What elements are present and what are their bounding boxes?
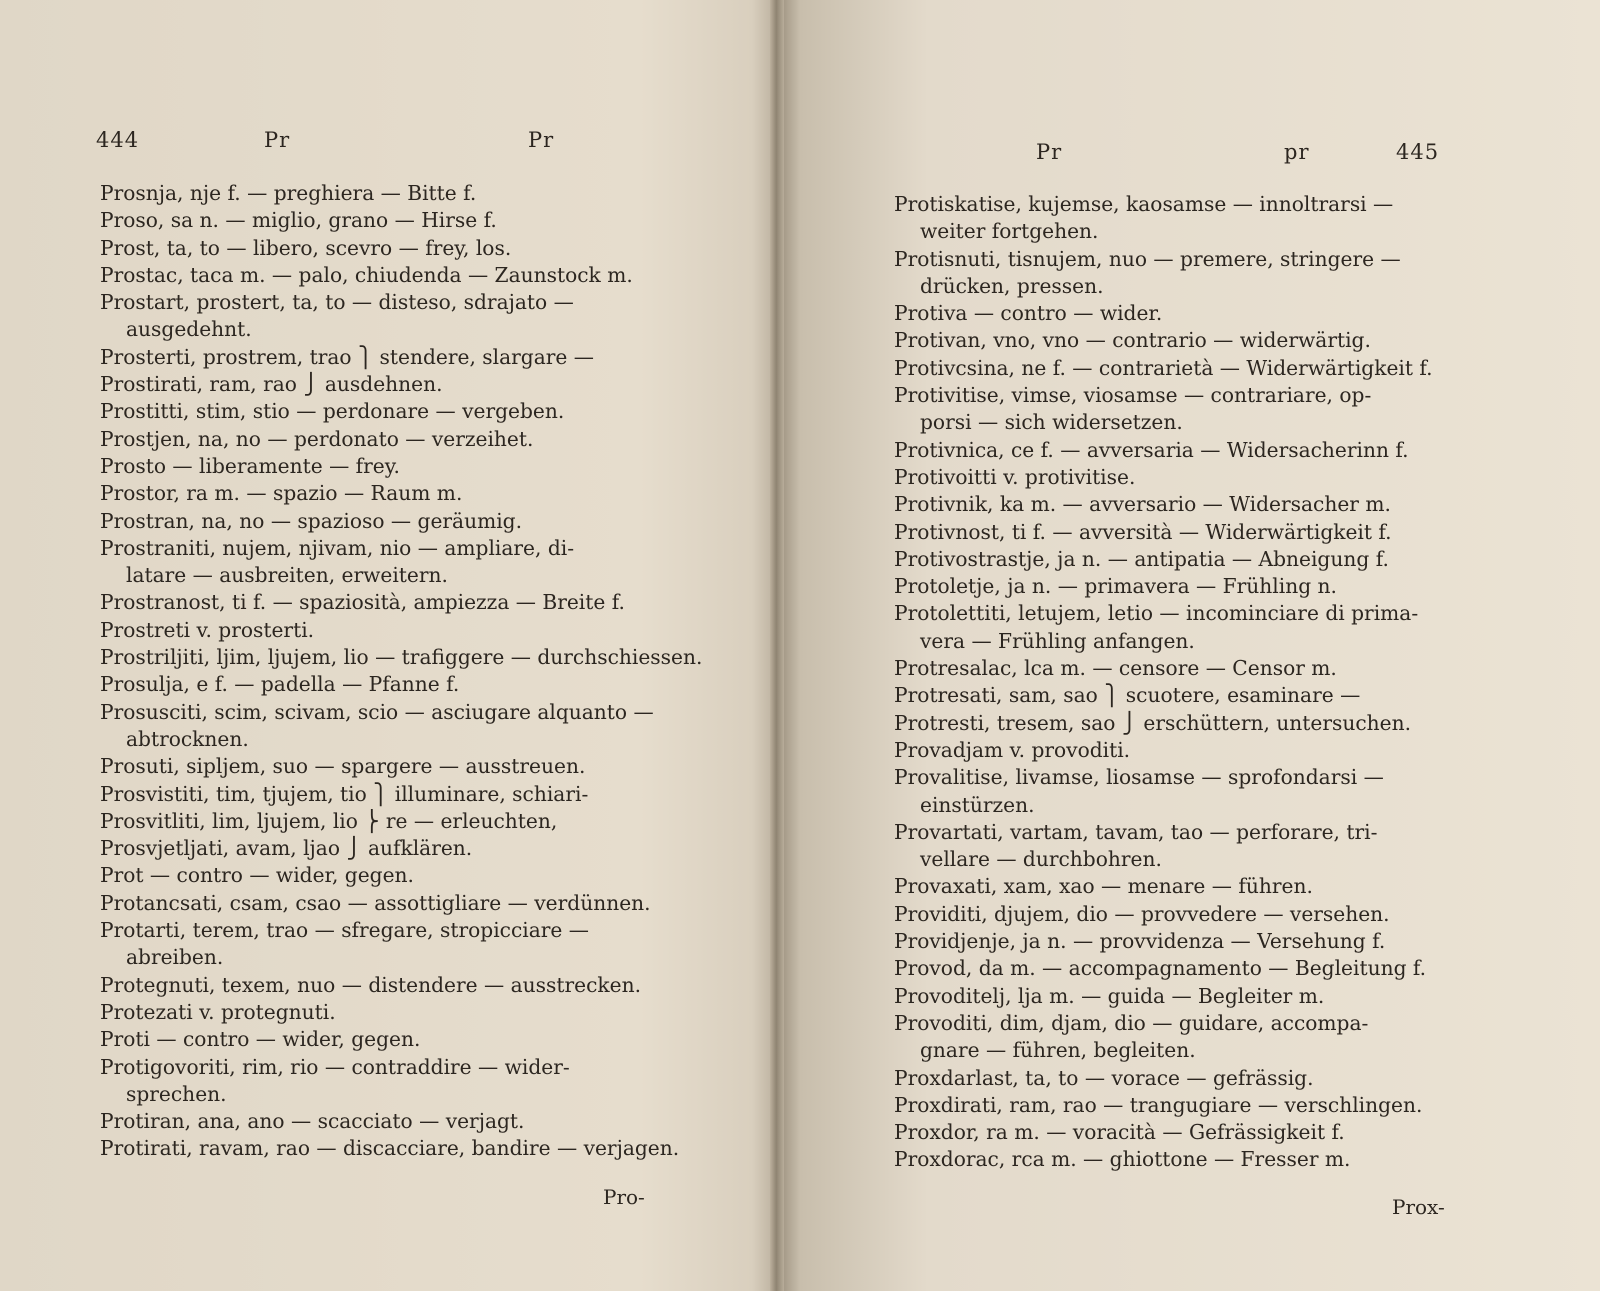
entry-line: Proso, sa n. — miglio, grano — Hirse f. — [100, 208, 497, 233]
entry-line: Prot — contro — wider, gegen. — [100, 863, 414, 888]
entry-line: vera — Frühling anfangen. — [920, 628, 1195, 653]
entry-line: abreiben. — [126, 945, 224, 970]
entry-line: Prostitti, stim, stio — perdonare — vergeben. — [100, 399, 565, 424]
catchword: Prox- — [1392, 1195, 1445, 1219]
entry-line: Provoditelj, lja m. — guida — Begleiter m. — [894, 983, 1325, 1008]
entry-line: Protirati, ravam, rao — discacciare, bandire — verjagen. — [100, 1136, 680, 1161]
entry-line: Protoletje, ja n. — primavera — Frühling n. — [894, 574, 1337, 599]
entry-line: Protisnuti, tisnujem, nuo — premere, stringere — — [894, 246, 1401, 271]
entry-line: Protezati v. protegnuti. — [100, 999, 336, 1024]
entry-line: Protresti, tresem, sao ⎭ erschüttern, untersuchen. — [894, 710, 1412, 735]
entry-line: Proxdarlast, ta, to — vorace — gefrässig. — [894, 1065, 1314, 1090]
entry-line: Protarti, terem, trao — sfregare, stropicciare — — [100, 918, 589, 943]
dictionary-entries — [894, 191, 1556, 1174]
entry-line: Prostriljiti, ljim, ljujem, lio — trafiggere — durchschiessen. — [100, 645, 703, 670]
entry-line: Providjenje, ja n. — provvidenza — Versehung f. — [894, 929, 1386, 954]
page-number: 445 — [1396, 140, 1440, 164]
entry-line: Protivostrastje, ja n. — antipatia — Abneigung f. — [894, 546, 1389, 571]
entry-line: Prosterti, prostrem, trao ⎫ stendere, slargare — — [100, 344, 594, 369]
entry-line: Protivoitti v. protivitise. — [894, 464, 1136, 489]
entry-line: Protigovoriti, rim, rio — contraddire — wider- — [100, 1054, 570, 1079]
entry-line: Proti — contro — wider, gegen. — [100, 1027, 421, 1052]
running-head-left: Pr — [264, 128, 291, 152]
entry-line: Protivnik, ka m. — avversario — Widersacher m. — [894, 492, 1391, 517]
entry-line: Provartati, vartam, tavam, tao — perforare, tri- — [894, 819, 1378, 844]
entry-line: Provadjam v. provoditi. — [894, 737, 1131, 762]
entry-line: Prostac, taca m. — palo, chiudenda — Zaunstock m. — [100, 262, 633, 287]
entry-line: latare — ausbreiten, erweitern. — [126, 563, 448, 588]
entry-line: ausgedehnt. — [126, 317, 252, 342]
entry-line: Protresati, sam, sao ⎫ scuotere, esaminare — — [894, 683, 1361, 708]
entry-line: Protancsati, csam, csao — assottigliare — verdünnen. — [100, 890, 651, 915]
entry-line: Provaxati, xam, xao — menare — führen. — [894, 874, 1313, 899]
entry-line: vellare — durchbohren. — [920, 847, 1162, 872]
entry-line: weiter fortgehen. — [920, 219, 1099, 244]
entry-line: Prostraniti, nujem, njivam, nio — ampliare, di- — [100, 535, 575, 560]
entry-line: Protivan, vno, vno — contrario — widerwärtig. — [894, 328, 1371, 353]
entry-line: einstürzen. — [920, 792, 1035, 817]
entry-line: Protiran, ana, ano — scacciato — verjagt. — [100, 1109, 525, 1134]
dictionary-entries — [100, 180, 703, 1163]
running-head-right: pr — [1284, 140, 1310, 164]
entry-line: Prosvitliti, lim, ljujem, lio ⎬ re — erleuchten, — [100, 808, 558, 833]
entry-line: Provod, da m. — accompagnamento — Begleitung f. — [894, 956, 1427, 981]
entry-line: Proxdor, ra m. — voracità — Gefrässigkeit f. — [894, 1120, 1345, 1145]
entry-line: Prosto — liberamente — frey. — [100, 453, 400, 478]
entry-line: Protivnost, ti f. — avversità — Widerwärtigkeit f. — [894, 519, 1392, 544]
entry-line: Protiskatise, kujemse, kaosamse — innoltrarsi — — [894, 192, 1394, 216]
entry-line: Proxdorac, rca m. — ghiottone — Fresser m. — [894, 1147, 1351, 1172]
entry-line: Prostranost, ti f. — spaziosità, ampiezza — Breite f. — [100, 590, 625, 615]
entry-line: Prosvistiti, tim, tjujem, tio ⎫ illuminare, schiari- — [100, 781, 589, 806]
entry-line: gnare — führen, begleiten. — [920, 1038, 1196, 1063]
entry-line: Protivcsina, ne f. — contrarietà — Widerwärtigkeit f. — [894, 355, 1433, 380]
entry-line: Provoditi, dim, djam, dio — guidare, accompa- — [894, 1010, 1369, 1035]
book-gutter — [770, 0, 784, 1291]
running-head-right: Pr — [528, 128, 555, 152]
page-number: 444 — [96, 128, 140, 152]
entry-line: Prostreti v. prosterti. — [100, 617, 315, 642]
entry-line: Prosulja, e f. — padella — Pfanne f. — [100, 672, 460, 697]
entry-line: Prostor, ra m. — spazio — Raum m. — [100, 481, 463, 506]
entry-line: Prostart, prostert, ta, to — disteso, sdrajato — — [100, 290, 574, 315]
entry-line: Proxdirati, ram, rao — trangugiare — verschlingen. — [894, 1092, 1423, 1117]
right-page — [784, 0, 1600, 1291]
entry-line: Protiva — contro — wider. — [894, 301, 1163, 326]
entry-line: Prostirati, ram, rao ⎭ ausdehnen. — [100, 372, 443, 397]
entry-line: Protegnuti, texem, nuo — distendere — ausstrecken. — [100, 972, 641, 997]
entry-line: Protresalac, lca m. — censore — Censor m. — [894, 656, 1337, 681]
entry-line: Prosnja, nje f. — preghiera — Bitte f. — [100, 181, 477, 205]
entry-line: Provalitise, livamse, liosamse — sprofondarsi — — [894, 765, 1384, 790]
entry-line: drücken, pressen. — [920, 273, 1104, 298]
entry-line: Prosuti, sipljem, suo — spargere — ausstreuen. — [100, 754, 586, 779]
entry-line: sprechen. — [126, 1081, 227, 1106]
entry-line: Providiti, djujem, dio — provvedere — versehen. — [894, 901, 1390, 926]
catchword: Pro- — [603, 1185, 645, 1209]
running-head-left: Pr — [1036, 140, 1063, 164]
entry-line: Prostran, na, no — spazioso — geräumig. — [100, 508, 523, 533]
left-page — [0, 0, 770, 1291]
entry-line: Prost, ta, to — libero, scevro — frey, los. — [100, 235, 512, 260]
entry-line: Protivitise, vimse, viosamse — contrariare, op- — [894, 383, 1372, 408]
entry-line: porsi — sich widersetzen. — [920, 410, 1183, 435]
entry-line: Prosusciti, scim, scivam, scio — asciugare alquanto — — [100, 699, 654, 724]
entry-line: Protivnica, ce f. — avversaria — Widersacherinn f. — [894, 437, 1409, 462]
entry-line: Protolettiti, letujem, letio — incominciare di prima- — [894, 601, 1419, 626]
entry-line: Prostjen, na, no — perdonato — verzeihet. — [100, 426, 534, 451]
entry-line: abtrocknen. — [126, 726, 249, 751]
entry-line: Prosvjetljati, avam, ljao ⎭ aufklären. — [100, 836, 473, 861]
